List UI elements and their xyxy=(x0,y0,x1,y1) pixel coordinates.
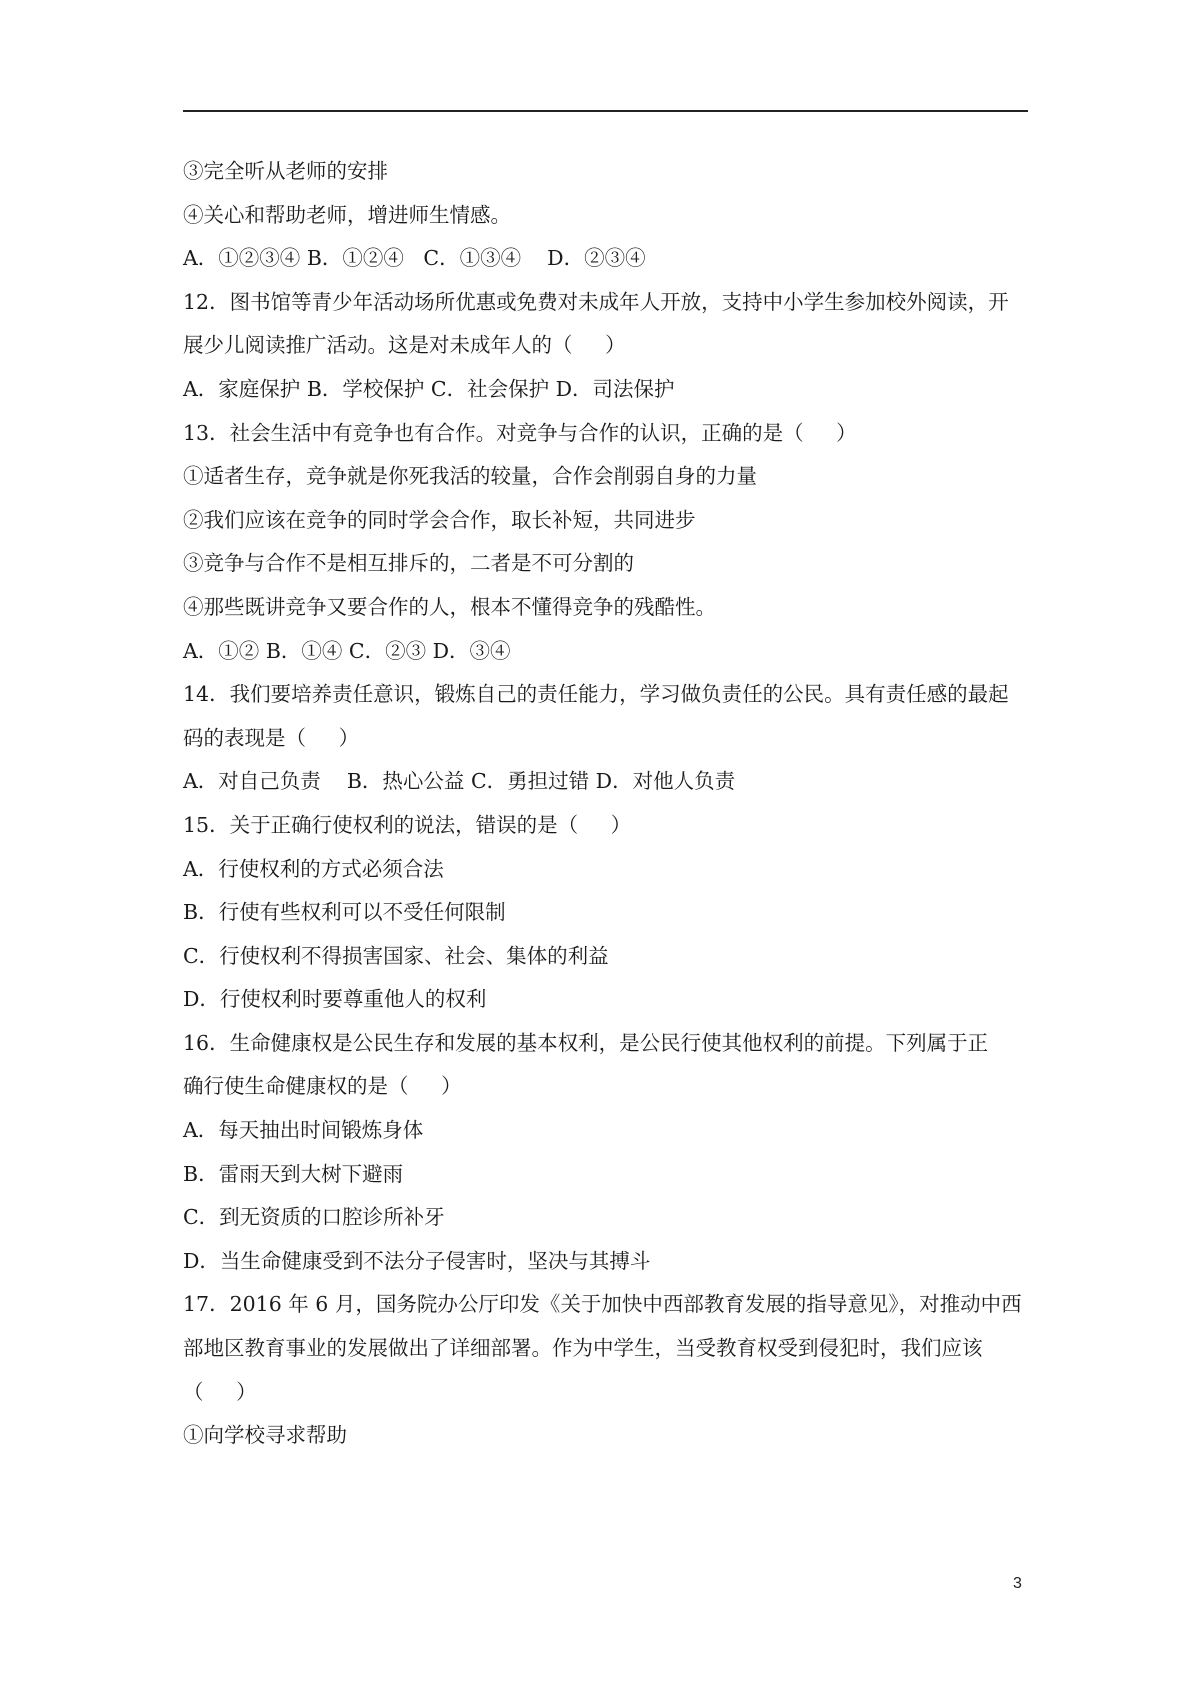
question-16-cont: 确行使生命健康权的是（ ） xyxy=(183,1074,462,1098)
choice-line: A．每天抽出时间锻炼身体 xyxy=(183,1118,424,1142)
option-line: ③竞争与合作不是相互排斥的，二者是不可分割的 xyxy=(183,551,634,575)
choice-line: A．行使权利的方式必须合法 xyxy=(183,857,444,881)
choice-line: B．行使有些权利可以不受任何限制 xyxy=(183,900,506,924)
question-12-cont: 展少儿阅读推广活动。这是对未成年人的（ ） xyxy=(183,333,626,357)
question-17: 17．2016 年 6 月，国务院办公厅印发《关于加快中西部教育发展的指导意见》，对推动中西 xyxy=(183,1292,1022,1316)
option-line: ③完全听从老师的安排 xyxy=(183,159,388,183)
option-line: ④关心和帮助老师，增进师生情感。 xyxy=(183,203,511,227)
choice-line: B．雷雨天到大树下避雨 xyxy=(183,1162,404,1186)
question-12: 12．图书馆等青少年活动场所优惠或免费对未成年人开放，支持中小学生参加校外阅读，开 xyxy=(183,290,1009,314)
question-13: 13．社会生活中有竞争也有合作。对竞争与合作的认识，正确的是（ ） xyxy=(183,421,857,445)
question-14: 14．我们要培养责任意识，锻炼自己的责任能力，学习做负责任的公民。具有责任感的最起 xyxy=(183,682,1009,706)
question-17-cont: （ ） xyxy=(183,1380,257,1404)
option-line: ①适者生存，竞争就是你死我活的较量，合作会削弱自身的力量 xyxy=(183,464,757,488)
choice-line: A．①② B．①④ C．②③ D．③④ xyxy=(183,639,511,663)
page-number: 3 xyxy=(1013,1575,1022,1592)
choice-line: A．①②③④ B．①②④ C．①③④ D．②③④ xyxy=(183,246,646,270)
question-14-cont: 码的表现是（ ） xyxy=(183,726,360,750)
choice-line: D．当生命健康受到不法分子侵害时，坚决与其搏斗 xyxy=(183,1249,651,1273)
choice-line: C．到无资质的口腔诊所补牙 xyxy=(183,1205,445,1229)
question-17-cont: 部地区教育事业的发展做出了详细部署。作为中学生，当受教育权受到侵犯时，我们应该 xyxy=(183,1336,983,1360)
choice-line: D．行使权利时要尊重他人的权利 xyxy=(183,987,487,1011)
question-15: 15．关于正确行使权利的说法，错误的是（ ） xyxy=(183,813,632,837)
option-line: ④那些既讲竞争又要合作的人，根本不懂得竞争的残酷性。 xyxy=(183,595,716,619)
option-line: ②我们应该在竞争的同时学会合作，取长补短，共同进步 xyxy=(183,508,696,532)
choice-line: A．对自己负责 B．热心公益 C．勇担过错 D．对他人负责 xyxy=(183,769,736,793)
header-rule xyxy=(183,110,1028,112)
choice-line: A．家庭保护 B．学校保护 C．社会保护 D．司法保护 xyxy=(183,377,675,401)
question-16: 16．生命健康权是公民生存和发展的基本权利，是公民行使其他权利的前提。下列属于正 xyxy=(183,1031,989,1055)
option-line: ①向学校寻求帮助 xyxy=(183,1423,347,1447)
choice-line: C．行使权利不得损害国家、社会、集体的利益 xyxy=(183,944,609,968)
